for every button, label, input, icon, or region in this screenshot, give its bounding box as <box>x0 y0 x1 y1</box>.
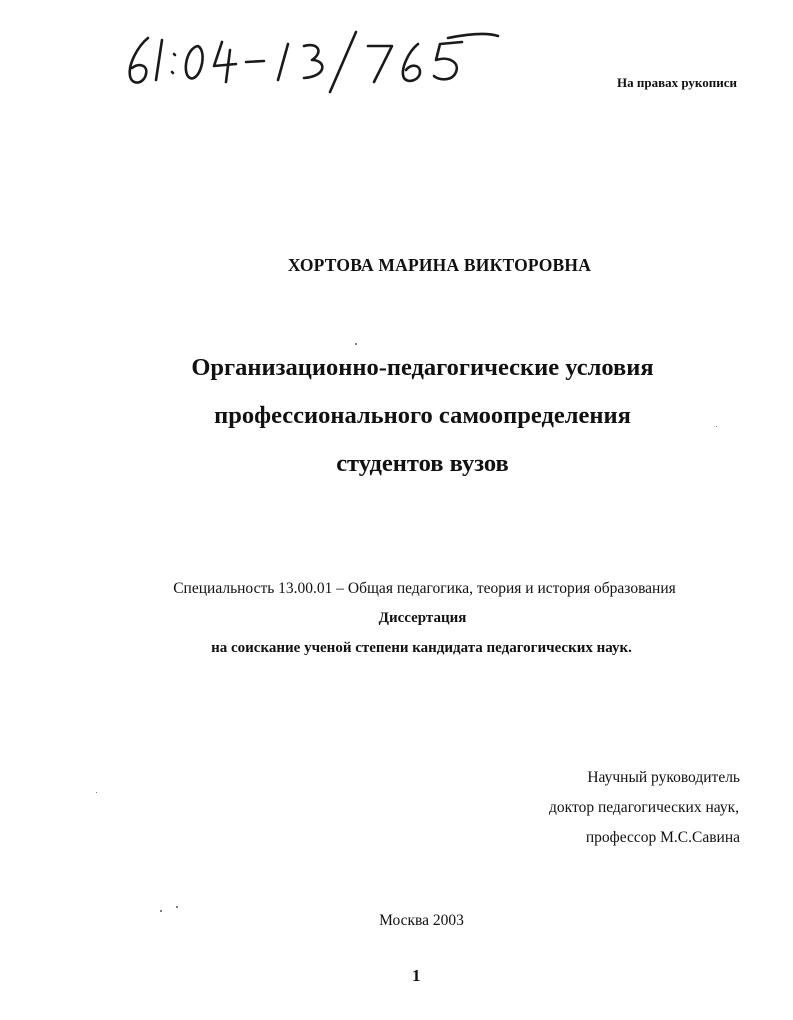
scientific-advisor-block <box>549 763 740 853</box>
degree-line: на соискание ученой степени кандидата педагогических наук. <box>211 640 632 656</box>
rights-notice: На правах рукописи <box>617 75 737 90</box>
title-line: профессионального самоопределения <box>214 402 631 429</box>
city-year: Москва 2003 <box>379 912 464 929</box>
handwritten-archive-code <box>118 16 508 96</box>
advisor-line: доктор педагогических наук, <box>549 799 739 816</box>
scan-speck <box>160 910 162 912</box>
scan-speck <box>716 426 717 427</box>
scan-speck <box>176 906 178 908</box>
author-name: ХОРТОВА МАРИНА ВИКТОРОВНА <box>287 255 592 275</box>
specialty-line: Специальность 13.00.01 – Общая педагогика, теория и история образования <box>173 580 676 597</box>
advisor-line: профессор М.С.Савина <box>585 829 740 846</box>
page-number: 1 <box>412 966 421 985</box>
scan-speck <box>355 343 357 345</box>
dissertation-title <box>0 344 793 488</box>
title-line: Организационно-педагогические условия <box>191 354 654 381</box>
work-type: Диссертация <box>378 610 467 626</box>
scan-speck <box>96 792 97 793</box>
advisor-line: Научный руководитель <box>587 769 740 786</box>
title-line: студентов вузов <box>336 450 509 477</box>
